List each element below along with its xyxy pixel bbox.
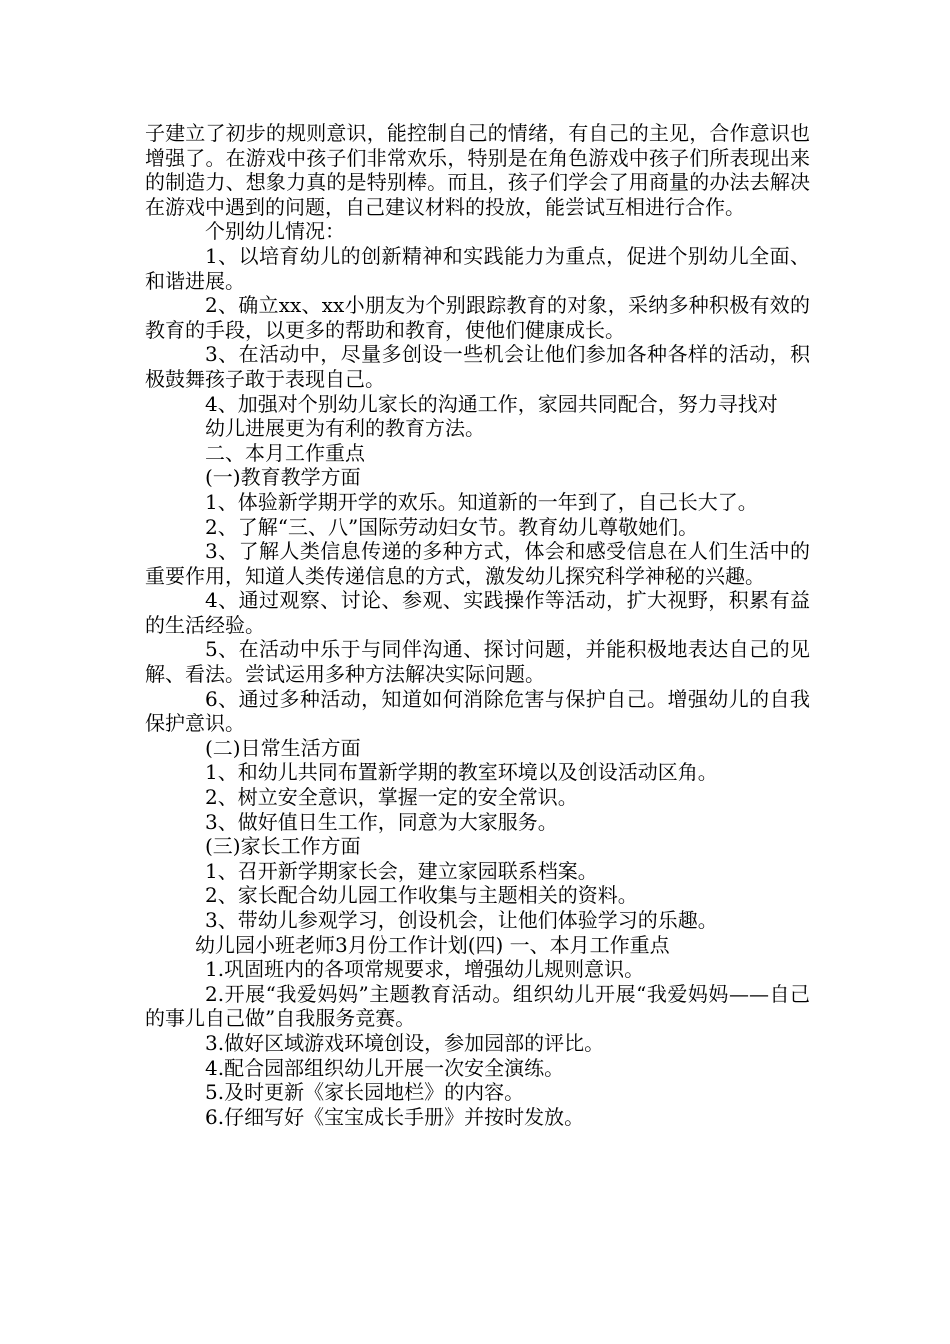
paragraph-14: 5、在活动中乐于与同伴沟通、探讨问题，并能积极地表达自己的见解、看法。尝试运用多种方法解决实际问题。 <box>145 637 810 687</box>
paragraph-4: 2、确立xx、xx小朋友为个别跟踪教育的对象，采纳多种积极有效的教育的手段，以更多的帮助和教育，使他们健康成长。 <box>145 293 810 342</box>
paragraph-25: 1.巩固班内的各项常规要求，增强幼儿规则意识。 <box>205 957 645 982</box>
paragraph-3: 1、以培育幼儿的创新精神和实践能力为重点，促进个别幼儿全面、和谐进展。 <box>145 243 810 293</box>
subsection-heading-2: (二)日常生活方面 <box>205 735 361 760</box>
paragraph-22: 2、家长配合幼儿园工作收集与主题相关的资料。 <box>205 883 638 908</box>
section-heading-2: 二、本月工作重点 <box>205 440 365 465</box>
paragraph-11: 2、了解“三、八”国际劳动妇女节。教育幼儿尊敬她们。 <box>205 514 699 539</box>
paragraph-29: 5.及时更新《家长园地栏》的内容。 <box>205 1080 525 1105</box>
paragraph-2: 个别幼儿情况： <box>205 219 345 244</box>
paragraph-21: 1、召开新学期家长会，建立家园联系档案。 <box>205 858 598 883</box>
paragraph-12: 3、了解人类信息传递的多种方式，体会和感受信息在人们生活中的重要作用，知道人类传递信息的方式，激发幼儿探究科学神秘的兴趣。 <box>145 539 810 588</box>
paragraph-30: 6.仔细写好《宝宝成长手册》并按时发放。 <box>205 1104 585 1129</box>
subsection-heading-3: (三)家长工作方面 <box>205 834 361 859</box>
paragraph-6: 4、加强对个别幼儿家长的沟通工作，家园共同配合，努力寻找对 <box>205 391 778 416</box>
paragraph-17: 1、和幼儿共同布置新学期的教室环境以及创设活动区角。 <box>205 760 718 785</box>
paragraph-13: 4、通过观察、讨论、参观、实践操作等活动，扩大视野，积累有益的生活经验。 <box>145 588 810 637</box>
paragraph-15: 6、通过多种活动，知道如何消除危害与保护自己。增强幼儿的自我保护意识。 <box>145 686 810 736</box>
paragraph-1: 子建立了初步的规则意识，能控制自己的情绪，有自己的主见，合作意识也增强了。在游戏中孩子们非常欢乐，特别是在角色游戏中孩子们所表现出来的制造力、想象力真的是特别棒。而且，孩子们学会了用商量的办法去解决在游戏中遇到的问题，自己建议材料的投放，能尝试互相进行合作。 <box>145 121 810 219</box>
paragraph-19: 3、做好值日生工作，同意为大家服务。 <box>205 809 558 834</box>
paragraph-18: 2、树立安全意识，掌握一定的安全常识。 <box>205 785 578 810</box>
paragraph-10: 1、体验新学期开学的欢乐。知道新的一年到了，自己长大了。 <box>205 489 758 514</box>
document-body <box>145 121 810 1129</box>
paragraph-26: 2.开展“我爱妈妈”主题教育活动。组织幼儿开展“我爱妈妈——自己的事儿自己做”自我服务竞赛。 <box>145 981 810 1031</box>
subsection-heading-1: (一)教育教学方面 <box>205 465 361 490</box>
paragraph-23: 3、带幼儿参观学习，创设机会，让他们体验学习的乐趣。 <box>205 908 718 932</box>
paragraph-28: 4.配合园部组织幼儿开展一次安全演练。 <box>205 1055 565 1080</box>
paragraph-27: 3.做好区域游戏环境创设，参加园部的评比。 <box>205 1030 605 1055</box>
plan-title-line: 幼儿园小班老师3月份工作计划(四) 一、本月工作重点 <box>195 932 670 957</box>
paragraph-5: 3、在活动中，尽量多创设一些机会让他们参加各种各样的活动，积极鼓舞孩子敢于表现自己。 <box>145 342 810 391</box>
paragraph-7: 幼儿进展更为有利的教育方法。 <box>205 416 485 441</box>
